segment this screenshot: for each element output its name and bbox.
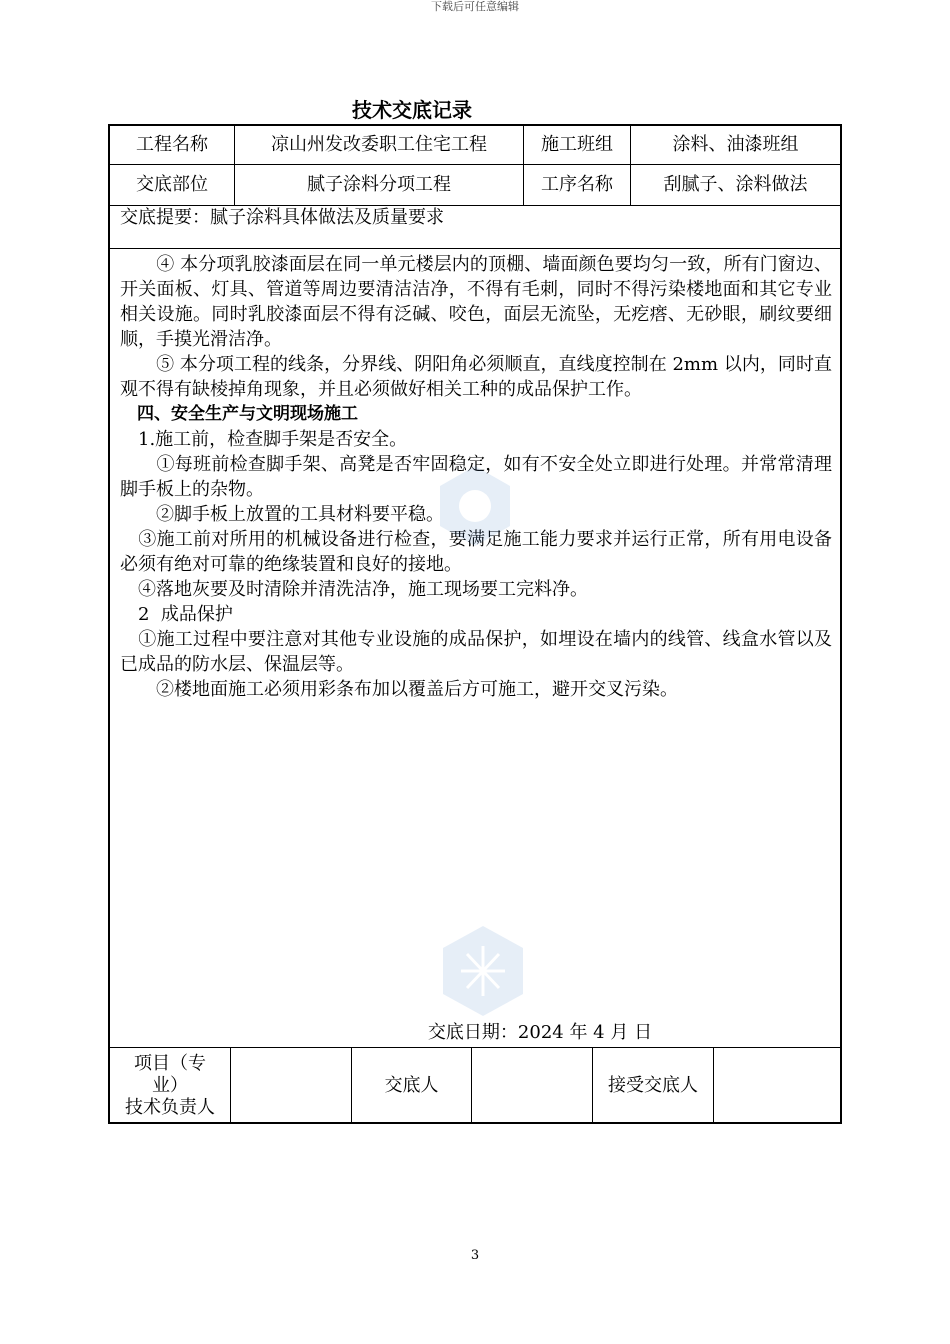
- project-name-label: 工程名称: [136, 134, 208, 155]
- crew-label: 施工班组: [541, 134, 613, 155]
- process-label: 工序名称: [541, 174, 613, 195]
- paragraph: ④落地灰要及时清除并清洗洁净，施工现场要工完料净。: [120, 579, 588, 600]
- paragraph: ③施工前对所用的机械设备进行检查，要满足施工能力要求并运行正常，所有用电设备必须有绝对可靠的绝缘装置和良好的接地。: [120, 529, 832, 575]
- receiver-label: 接受交底人: [608, 1074, 698, 1096]
- page-number: 3: [470, 1248, 480, 1263]
- paragraph: ①每班前检查脚手架、高凳是否牢固稳定，如有不安全处立即进行处理。并常常清理脚手板上的杂物。: [120, 454, 832, 500]
- paragraph: ①施工过程中要注意对其他专业设施的成品保护，如埋设在墙内的线管、线盒水管以及已成品的防水层、保温层等。: [120, 629, 832, 675]
- paragraph: 1.施工前，检查脚手架是否安全。: [120, 429, 408, 450]
- presenter-label: 交底人: [384, 1074, 439, 1096]
- project-name-value: 凉山州发改委职工住宅工程: [271, 134, 487, 155]
- part-label: 交底部位: [136, 174, 208, 195]
- tech-lead-label-line: 技术负责人: [125, 1096, 215, 1118]
- paragraph: ④ 本分项乳胶漆面层在同一单元楼层内的顶棚、墙面颜色要均匀一致，所有门窗边、开关面板、灯具、管道等周边要清洁洁净，不得有毛刺，同时不得污染楼地面和其它专业相关设施。同时乳胶漆面层不得有泛碱、咬色，面层无流坠，无疙瘩、无砂眼，刷纹要细顺，手摸光滑洁净。: [120, 254, 832, 350]
- paragraph: 2 成品保护: [120, 604, 233, 625]
- date-line: 交底日期：2024 年 4 月 日: [427, 1022, 653, 1043]
- presenter-signature[interactable]: [472, 1048, 592, 1123]
- body-text: [120, 252, 832, 702]
- tech-lead-signature[interactable]: [231, 1048, 351, 1123]
- tech-lead-label-line: 项目（专: [134, 1052, 206, 1074]
- record-table: [108, 124, 842, 1124]
- crew-value: 涂料、油漆班组: [672, 134, 799, 155]
- part-value: 腻子涂料分项工程: [307, 174, 451, 195]
- row-divider: [110, 248, 840, 249]
- document-title: 技术交底记录: [352, 98, 472, 122]
- summary-line: 交底提要：腻子涂料具体做法及质量要求: [120, 207, 444, 228]
- receiver-signature[interactable]: [714, 1048, 840, 1123]
- tech-lead-label: [110, 1048, 230, 1123]
- watermark-logo: [443, 926, 523, 1016]
- paragraph: ⑤ 本分项工程的线条，分界线、阴阳角必须顺直，直线度控制在 2mm 以内，同时直观不得有缺棱掉角现象，并且必须做好相关工种的成品保护工作。: [120, 354, 832, 400]
- section-heading: 四、安全生产与文明现场施工: [120, 404, 358, 424]
- tech-lead-label-line: 业）: [152, 1074, 188, 1096]
- paragraph: ②脚手板上放置的工具材料要平稳。: [120, 504, 444, 525]
- process-value: 刮腻子、涂料做法: [663, 174, 808, 195]
- paragraph: ②楼地面施工必须用彩条布加以覆盖后方可施工，避开交叉污染。: [120, 679, 678, 700]
- row-divider: [110, 205, 840, 206]
- header-note: 下载后可任意编辑: [431, 0, 519, 13]
